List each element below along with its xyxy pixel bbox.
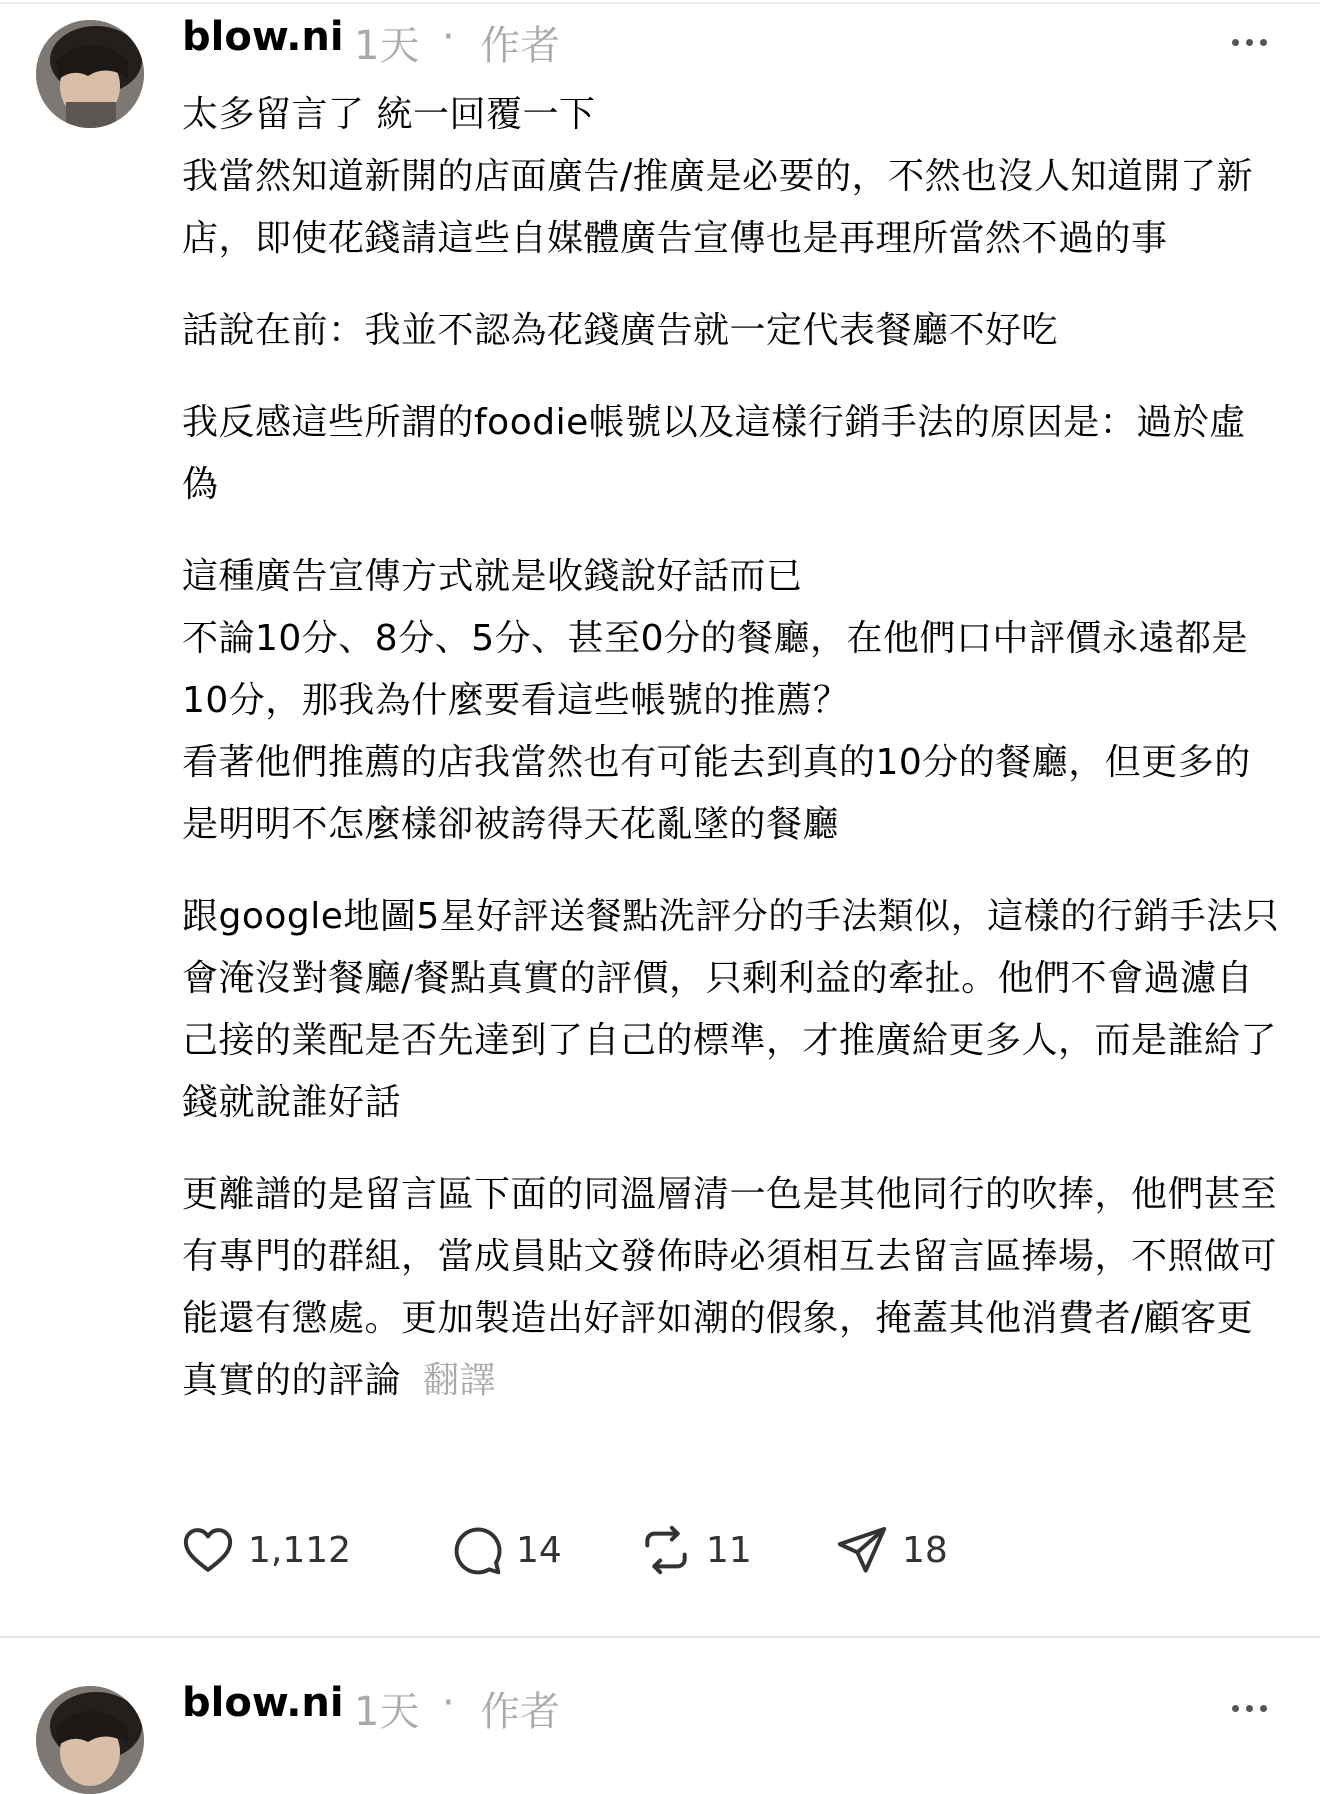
post-paragraph: 話說在前：我並不認為花錢廣告就一定代表餐廳不好吃 bbox=[182, 310, 1059, 351]
action-bar bbox=[180, 1520, 1080, 1580]
share-button[interactable] bbox=[834, 1520, 948, 1580]
like-button[interactable] bbox=[180, 1520, 351, 1580]
author-badge: 作者 bbox=[480, 1689, 560, 1735]
send-icon bbox=[834, 1522, 890, 1578]
share-count: 18 bbox=[902, 1529, 948, 1571]
post-paragraph: 太多留言了 統一回覆一下 我當然知道新開的店面廣告/推廣是必要的，不然也沒人知道開了新店，即使花錢請這些自媒體廣告宣傳也是再理所當然不過的事 bbox=[182, 94, 1254, 259]
post-paragraph: 跟google地圖5星好評送餐點洗評分的手法類似，這樣的行銷手法只會淹沒對餐廳/餐點真實的評價，只剩利益的牽扯。他們不會過濾自己接的業配是否先達到了自己的標準，才推廣給更多人，而是誰給了錢就說誰好話 bbox=[182, 896, 1280, 1123]
more-horizontal-icon[interactable] bbox=[1232, 32, 1276, 52]
avatar[interactable] bbox=[36, 1686, 144, 1794]
repost-count: 11 bbox=[706, 1529, 752, 1571]
avatar[interactable] bbox=[36, 20, 144, 128]
post-paragraph-last: 更離譜的是留言區下面的同溫層清一色是其他同行的吹捧，他們甚至有專門的群組，當成員貼文發佈時必須相互去留言區捧場，不照做可能還有懲處。更加製造出好評如潮的假象，掩蓋其他消費者/顧客更真實的的評論 翻譯 bbox=[182, 1174, 1278, 1401]
repost-icon bbox=[638, 1522, 694, 1578]
username[interactable]: blow.ni bbox=[182, 1680, 344, 1726]
like-count: 1,112 bbox=[248, 1529, 352, 1571]
post-paragraph: 我反感這些所謂的foodie帳號以及這樣行銷手法的原因是：過於虛偽 bbox=[182, 402, 1246, 505]
post-divider bbox=[0, 1636, 1320, 1638]
comment-count: 14 bbox=[516, 1529, 562, 1571]
comment-icon bbox=[448, 1522, 504, 1578]
post-time: 1天 bbox=[354, 23, 420, 69]
post-body bbox=[182, 84, 1282, 1412]
username[interactable]: blow.ni bbox=[182, 14, 344, 60]
more-horizontal-icon[interactable] bbox=[1232, 1698, 1276, 1718]
comment-button[interactable] bbox=[448, 1520, 562, 1580]
post-time: 1天 bbox=[354, 1689, 420, 1735]
meta-separator: · bbox=[442, 14, 455, 60]
top-divider bbox=[0, 2, 1320, 4]
post-paragraph: 這種廣告宣傳方式就是收錢說好話而已 不論10分、8分、5分、甚至0分的餐廳，在他們口中評價永遠都是10分，那我為什麼要看這些帳號的推薦？ 看著他們推薦的店我當然也有可能去到真的10分的餐廳，但更多的是明明不怎麼樣卻被誇得天花亂墜的餐廳 bbox=[182, 556, 1251, 845]
heart-icon bbox=[180, 1522, 236, 1578]
repost-button[interactable] bbox=[638, 1520, 752, 1580]
author-badge: 作者 bbox=[480, 23, 560, 69]
meta-separator: · bbox=[442, 1680, 455, 1726]
translate-link[interactable]: 翻譯 bbox=[423, 1360, 497, 1401]
